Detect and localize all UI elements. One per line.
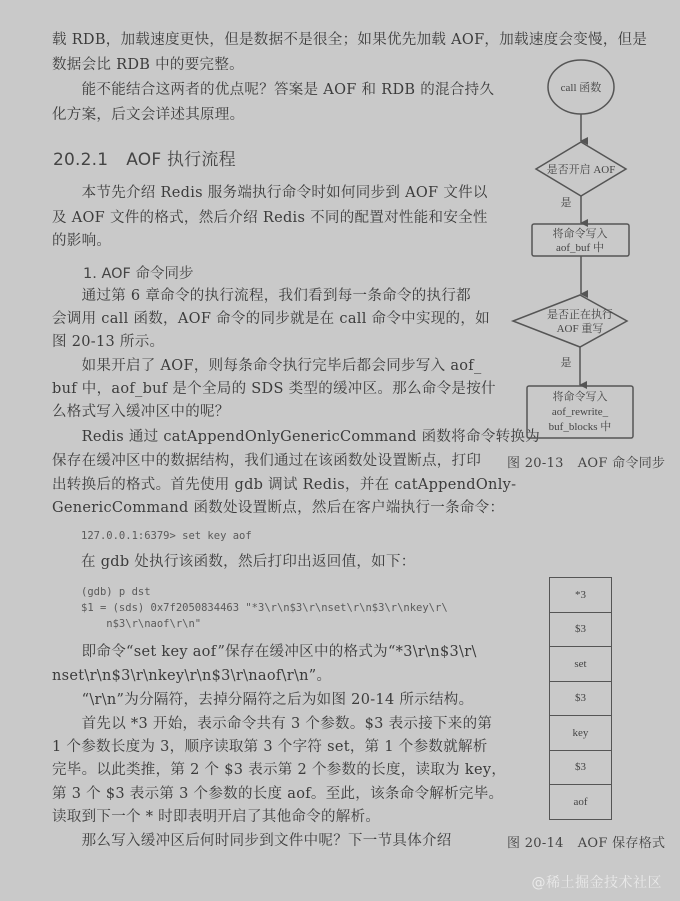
action-1-line-2: aof_buf 中: [556, 242, 604, 254]
body-line-a8: 保存在缓冲区中的数据结构，我们通过在该函数处设置断点，打印: [52, 453, 482, 469]
decision-2-line-2: AOF 重写: [556, 323, 604, 335]
stack-cell: *3: [550, 578, 611, 613]
body-line-c7: 第 3 个 $3 表示第 3 个参数的长度 aof。至此，该条命令解析完毕。: [52, 786, 504, 802]
figure-20-14-caption: [507, 832, 665, 851]
caption-title: AOF 命令同步: [577, 456, 666, 471]
body-line-a4: 如果开启了 AOF，则每条命令执行完毕后都会同步写入 aof_: [52, 358, 482, 374]
stack-cell: $3: [550, 613, 611, 648]
watermark: @稀土掘金技术社区: [531, 875, 662, 891]
section-number: 20.2.1: [53, 150, 109, 170]
caption-number: 图 20-13: [507, 456, 564, 471]
body-line-c8: 读取到下一个 * 时即表明开启了其他命令的解析。: [52, 809, 381, 825]
figure-20-13-caption: [507, 452, 665, 471]
body-line-a5: buf 中，aof_buf 是个全局的 SDS 类型的缓冲区。那么命令是按什: [52, 381, 496, 397]
code-line-gdb-1: (gdb) p dst: [81, 586, 151, 598]
decision-2-line-1: 是否正在执行: [547, 309, 613, 321]
body-line-a9: 出转换后的格式。首先使用 gdb 调试 Redis，并在 catAppendOnly-: [52, 477, 517, 493]
section-title: AOF 执行流程: [126, 150, 236, 170]
stack-cell: set: [550, 647, 611, 682]
body-line-c9: 那么写入缓冲区后何时同步到文件中呢？下一节具体介绍: [52, 833, 452, 849]
code-line-gdb-3: n$3\r\naof\r\n": [81, 618, 202, 630]
stack-cell: $3: [550, 751, 611, 786]
section-intro-line-3: 的影响。: [52, 233, 112, 249]
caption-title: AOF 保存格式: [577, 836, 666, 851]
stack-cell: aof: [550, 785, 611, 820]
yes-label-1: 是: [560, 197, 572, 209]
body-line-c4: 首先以 *3 开始，表示命令共有 3 个参数。$3 表示接下来的第: [52, 716, 493, 732]
body-line-a3: 图 20-13 所示。: [52, 334, 165, 350]
decision-aof-rewrite: [513, 295, 627, 347]
start-node-label: call 函数: [560, 82, 602, 94]
section-intro-line-2: 及 AOF 文件的格式，然后介绍 Redis 不同的配置对性能和安全性: [52, 210, 488, 226]
body-line-c6: 完毕。以此类推，第 2 个 $3 表示第 2 个参数的长度，读取为 key，: [52, 762, 507, 778]
body-line-c2: nset\r\n$3\r\nkey\r\n$3\r\naof\r\n”。: [52, 668, 332, 684]
body-line-c5: 1 个参数长度为 3，顺序读取第 3 个字符 set，第 1 个参数就解析: [52, 739, 488, 755]
caption-number: 图 20-14: [507, 836, 564, 851]
action-1-line-1: 将命令写入: [552, 228, 608, 240]
body-line-c1: 即命令“set key aof”保存在缓冲区中的格式为“*3\r\n$3\r\: [52, 644, 477, 660]
intro-line-3: 能不能结合这两者的优点呢？答案是 AOF 和 RDB 的混合持久: [52, 82, 495, 98]
section-intro-line-1: 本节先介绍 Redis 服务端执行命令时如何同步到 AOF 文件以: [52, 185, 488, 201]
stack-cell: $3: [550, 682, 611, 717]
code-block-cli: 127.0.0.1:6379> set key aof: [81, 530, 252, 542]
section-heading: [53, 145, 236, 170]
figure-20-14-stack: [549, 577, 612, 820]
body-line-c3: “\r\n”为分隔符，去掉分隔符之后为如图 20-14 所示结构。: [52, 692, 474, 708]
stack-cell: key: [550, 716, 611, 751]
body-line-a1: 通过第 6 章命令的执行流程，我们看到每一条命令的执行都: [52, 288, 471, 304]
body-line-a2: 会调用 call 函数，AOF 命令的同步就是在 call 命令中实现的，如: [52, 311, 490, 327]
subsection-heading: 1. AOF 命令同步: [83, 266, 194, 282]
action-2-line-3: buf_blocks 中: [548, 421, 612, 433]
body-line-b: 在 gdb 处执行该函数，然后打印出返回值，如下：: [81, 554, 416, 570]
decision-1-label: 是否开启 AOF: [546, 164, 616, 176]
body-line-a10: GenericCommand 函数处设置断点，然后在客户端执行一条命令：: [52, 500, 505, 516]
intro-line-4: 化方案，后文会详述其原理。: [52, 107, 245, 123]
intro-line-1: 载 RDB，加载速度更快，但是数据不是很全；如果优先加载 AOF，加载速度会变慢，但是: [52, 32, 648, 48]
action-2-line-1: 将命令写入: [552, 391, 608, 403]
figure-20-13-flowchart: [500, 55, 680, 455]
body-line-a6: 么格式写入缓冲区中的呢？: [52, 404, 230, 420]
body-line-a7: Redis 通过 catAppendOnlyGenericCommand 函数将命令转换为: [52, 429, 541, 445]
yes-label-2: 是: [560, 357, 572, 369]
code-line-gdb-2: $1 = (sds) 0x7f2050834463 "*3\r\n$3\r\nset\r\n$3\r\nkey\r\: [81, 602, 448, 614]
intro-line-2: 数据会比 RDB 中的要完整。: [52, 57, 244, 73]
action-2-line-2: aof_rewrite_: [551, 406, 609, 418]
